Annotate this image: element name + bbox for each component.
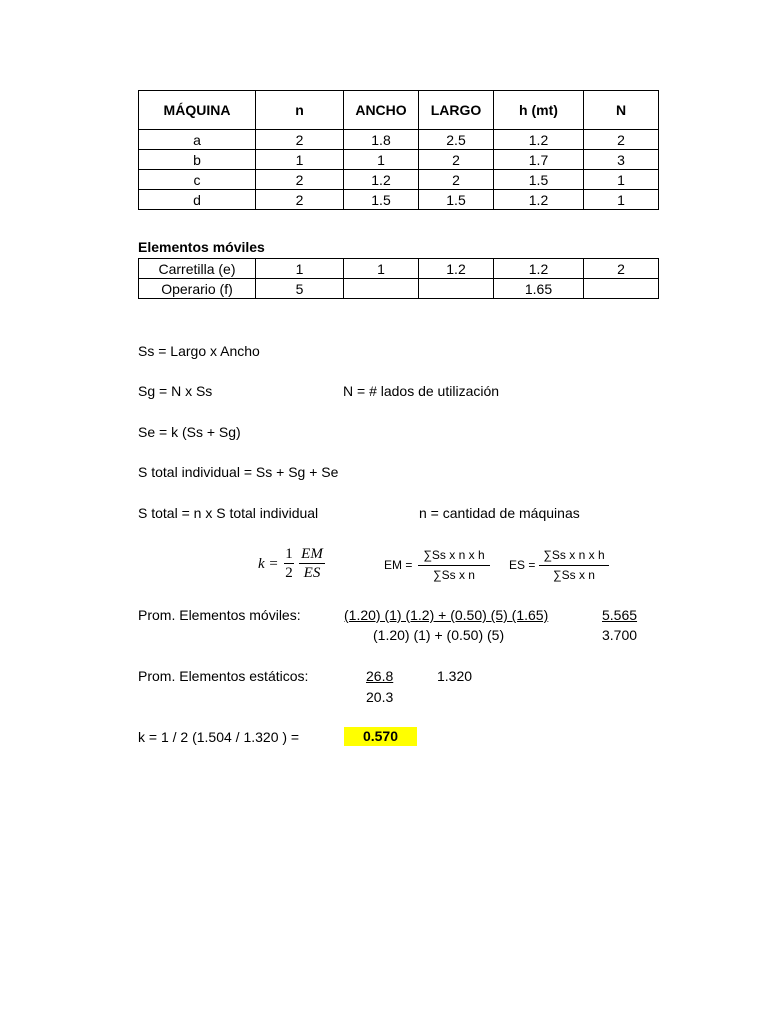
prom-estaticos-denominator: 20.3 [366,689,394,705]
header-n: n [256,91,344,130]
header-largo: LARGO [419,91,494,130]
prom-estaticos-label: Prom. Elementos estáticos: [138,668,309,684]
formula-sg: Sg = N x Ss [138,383,213,399]
table-cell [344,279,419,299]
n-small-definition: n = cantidad de máquinas [419,505,580,521]
table-cell: Operario (f) [139,279,256,299]
moviles-title: Elementos móviles [138,239,265,255]
table-cell: 1.65 [494,279,584,299]
table-cell: Carretilla (e) [139,259,256,279]
machines-table [138,90,659,210]
table-cell: b [139,150,256,170]
table-cell: 1 [344,259,419,279]
prom-estaticos-result: 1.320 [437,668,473,684]
em-den: ∑Ss x n [433,568,475,582]
table-cell: 1.2 [494,259,584,279]
header-h: h (mt) [494,91,584,130]
prom-moviles-label: Prom. Elementos móviles: [138,607,301,623]
table-cell: 2 [584,259,659,279]
header-ancho: ANCHO [344,91,419,130]
table-row [139,150,659,170]
table-cell: 2.5 [419,130,494,150]
table-cell: 3 [584,150,659,170]
k-den2: ES [303,565,321,581]
table-cell: 1 [256,150,344,170]
es-lhs: ES = [509,558,536,572]
k-result-value: 0.570 [344,727,417,746]
table-cell: 1.2 [494,190,584,210]
prom-estaticos-numerator: 26.8 [366,668,394,684]
table-cell: 5 [256,279,344,299]
table-cell: c [139,170,256,190]
k-result-expression: k = 1 / 2 (1.504 / 1.320 ) = [138,729,300,745]
table-row [139,130,659,150]
table-cell: 2 [584,130,659,150]
table-cell: 1 [584,170,659,190]
table-header-row [139,91,659,130]
table-cell: 2 [419,150,494,170]
table-cell: 1 [256,259,344,279]
table-cell [584,279,659,299]
table-cell: 1 [584,190,659,210]
prom-moviles-den-result: 3.700 [602,627,638,643]
table-cell: 1 [344,150,419,170]
es-num: ∑Ss x n x h [539,546,609,566]
prom-moviles-num-result: 5.565 [602,607,638,623]
k-den1: 2 [285,565,293,581]
table-cell: 1.7 [494,150,584,170]
prom-moviles-denominator: (1.20) (1) + (0.50) (5) [373,627,505,643]
table-cell: 1.5 [419,190,494,210]
es-den: ∑Ss x n [553,568,595,582]
prom-moviles-numerator: (1.20) (1) (1.2) + (0.50) (5) (1.65) [344,607,549,623]
k-num1: 1 [285,546,293,562]
table-cell: 2 [256,190,344,210]
table-cell: 1.2 [419,259,494,279]
table-cell: 2 [419,170,494,190]
table-row [139,190,659,210]
em-lhs: EM = [384,558,413,572]
header-N: N [584,91,659,130]
formula-stotal: S total = n x S total individual [138,505,319,521]
table-cell: 2 [256,170,344,190]
table-row [139,259,659,279]
table-cell: 1.5 [344,190,419,210]
n-definition: N = # lados de utilización [343,383,500,399]
table-cell: 2 [256,130,344,150]
table-row [139,170,659,190]
table-cell: d [139,190,256,210]
k-lhs: k = [258,556,279,572]
table-cell: 1.5 [494,170,584,190]
table-cell: 1.2 [344,170,419,190]
k-num2: EM [299,545,325,564]
table-cell: 1.8 [344,130,419,150]
formula-se: Se = k (Ss + Sg) [138,424,241,440]
table-cell: a [139,130,256,150]
header-maquina: MÁQUINA [139,91,256,130]
table-row [139,279,659,299]
em-num: ∑Ss x n x h [418,546,490,566]
moviles-table [138,258,659,299]
formula-ss: Ss = Largo x Ancho [138,343,260,359]
formula-stotal-individual: S total individual = Ss + Sg + Se [138,464,339,480]
table-cell [419,279,494,299]
table-cell: 1.2 [494,130,584,150]
